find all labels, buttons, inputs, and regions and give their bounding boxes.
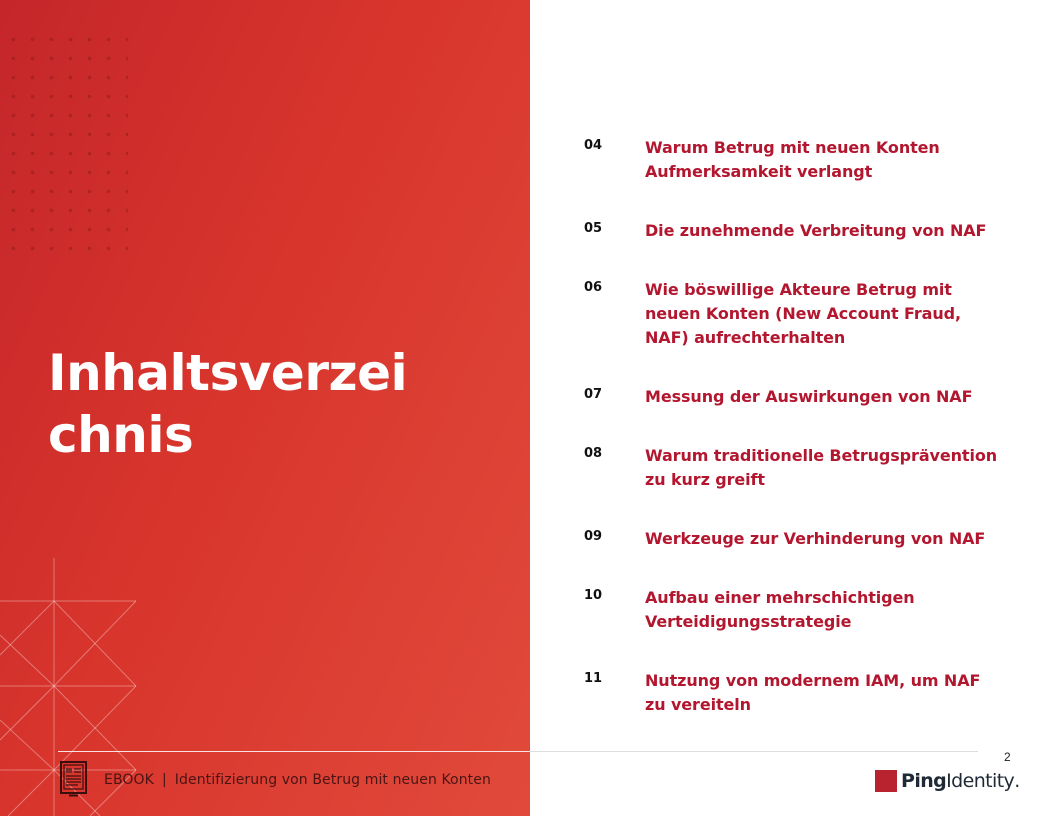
toc-title-line: Nutzung von modernem IAM, um NAF	[645, 671, 981, 690]
toc-page-number: 07	[584, 387, 603, 402]
toc-page-number: 11	[584, 671, 603, 686]
toc-title-line: Die zunehmende Verbreitung von NAF	[645, 221, 987, 240]
footer-separator: |	[161, 772, 167, 788]
toc-title[interactable]	[645, 278, 1025, 350]
dot-grid-decoration	[4, 30, 128, 255]
page-title	[48, 342, 468, 466]
page-number: 2	[1004, 750, 1011, 764]
toc-page-number: 08	[584, 446, 603, 461]
toc-title[interactable]	[645, 527, 1025, 551]
toc-title[interactable]	[645, 444, 1025, 492]
toc-title-line: zu kurz greift	[645, 470, 765, 489]
ping-identity-logo	[875, 769, 1020, 793]
toc-title-line: Warum Betrug mit neuen Konten	[645, 138, 940, 157]
ebook-icon	[60, 761, 87, 797]
logo-brand-bold: Ping	[901, 770, 947, 792]
footer-document-title: Identifizierung von Betrug mit neuen Konten	[174, 772, 491, 788]
toc-page-number: 06	[584, 280, 603, 295]
logo-square-icon	[875, 770, 897, 792]
toc-title-line: Werkzeuge zur Verhinderung von NAF	[645, 529, 986, 548]
toc-page-number: 10	[584, 588, 603, 603]
toc-title-line: Aufmerksamkeit verlangt	[645, 162, 873, 181]
page-title-line-1: Inhaltsverzei	[48, 344, 408, 402]
logo-brand-regular: Identity	[946, 770, 1015, 792]
toc-title-line: Verteidigungsstrategie	[645, 612, 852, 631]
logo-brand-suffix: .	[1014, 770, 1020, 792]
footer-ebook-label	[104, 772, 491, 788]
toc-page-number: 05	[584, 221, 603, 236]
toc-page-number: 04	[584, 138, 603, 153]
toc-title[interactable]	[645, 385, 1025, 409]
toc-title-line: Messung der Auswirkungen von NAF	[645, 387, 973, 406]
footer-divider-right	[530, 751, 978, 752]
toc-title[interactable]	[645, 219, 1025, 243]
toc-title-line: Aufbau einer mehrschichtigen	[645, 588, 915, 607]
page-title-line-2: chnis	[48, 406, 194, 464]
toc-title-line: NAF) aufrechterhalten	[645, 328, 846, 347]
toc-title-line: Warum traditionelle Betrugsprävention	[645, 446, 998, 465]
toc-title-line: Wie böswillige Akteure Betrug mit	[645, 280, 952, 299]
toc-page-number: 09	[584, 529, 603, 544]
toc-title[interactable]	[645, 586, 1025, 634]
toc-title-line: neuen Konten (New Account Fraud,	[645, 304, 961, 323]
footer-ebook-tag: EBOOK	[104, 772, 154, 788]
toc-title-line: zu vereiteln	[645, 695, 751, 714]
toc-title[interactable]	[645, 136, 1025, 184]
toc-title[interactable]	[645, 669, 1025, 717]
